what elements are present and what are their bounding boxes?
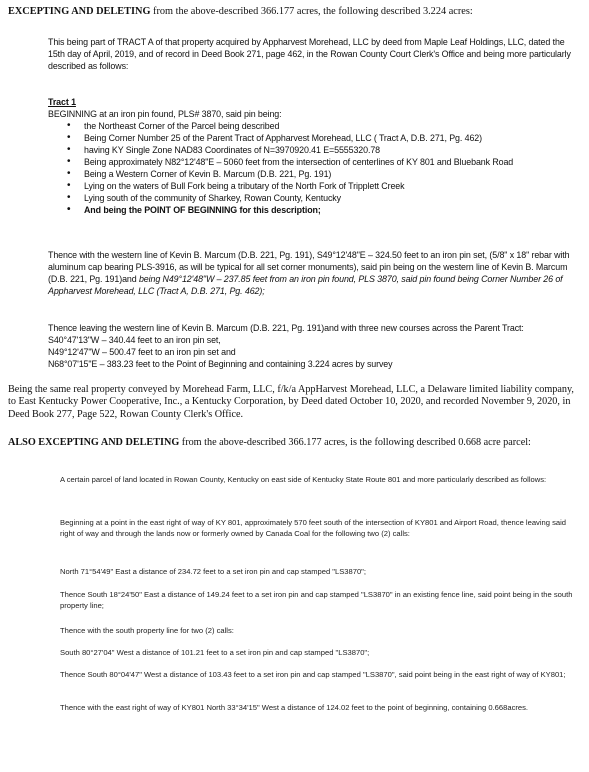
parcel-call-5: Thence with the east right of way of KY801 North 33°34'15" West a distance of 124.02 feet to the point of beginning, containing 0.668acres. (60, 703, 529, 712)
intro-paragraph: This being part of TRACT A of that property acquired by Appharvest Morehead, LLC by deed from Maple Leaf Holdings, LLC, dated the 15th day of April, 2019, and of record in Deed Book 271, page 462, in the Rowan County Court Clerk's Office and being more particularly described as follows: (48, 37, 571, 71)
list-item: • the Northeast Corner of the Parcel being described (84, 120, 576, 132)
also-excepting-heading (8, 437, 583, 449)
list-item: • Being approximately N82°12'48"E – 5060 feet from the intersection of centerlines of KY 801 and Bluebank Road (84, 156, 576, 168)
conveyance-paragraph: Being the same real property conveyed by Morehead Farm, LLC, f/k/a AppHarvest Morehead, LLC, a Delaware limited liability company, to East Kentucky Power Cooperative, Inc., a Kentucky Corporation, by Deed dated October 10, 2020, and recorded November 9, 2020, in Deed Book 277, Page 522, Rowan County Clerk's Office. (8, 384, 574, 420)
excepting-heading (8, 5, 586, 18)
tract-1-block (48, 96, 576, 216)
list-item: • Lying on the waters of Bull Fork being a tributary of the North Fork of Tripplett Creek (84, 180, 576, 192)
tract-bullet-list (48, 120, 576, 216)
list-item: • having KY Single Zone NAD83 Coordinates of N=3970920.41 E=5555320.78 (84, 144, 576, 156)
also-excepting-heading-lead: ALSO EXCEPTING AND DELETING (8, 437, 180, 448)
list-item: • And being the POINT OF BEGINNING for this description; (84, 204, 576, 216)
parcel-intro: A certain parcel of land located in Rowan County, Kentucky on east side of Kentucky State Route 801 and more particularly described as follows: (60, 475, 547, 484)
course-line: N49°12'47"W – 500.47 feet to an iron pin set and (48, 347, 236, 357)
thence-western-line-paragraph (48, 249, 576, 297)
excepting-heading-lead: EXCEPTING AND DELETING (8, 6, 151, 17)
list-item: • Being Corner Number 25 of the Parent Tract of Appharvest Morehead, LLC ( Tract A, D.B. 271, Pg. 462) (84, 132, 576, 144)
thence-italic-text: being N49°12'48"W – 237.85 feet from an iron pin found, PLS 3870, said pin found being Corner Number 26 of Appharvest Morehead, LLC (Tract A, D.B. 271, Pg. 462); (48, 274, 563, 296)
also-excepting-heading-rest: from the above-described 366.177 acres, is the following described 0.668 acre parcel: (179, 437, 531, 448)
parcel-call-2: Thence South 18°24'50" East a distance of 149.24 feet to a set iron pin and cap stamped "LS3870" in an existing fence line, said point being in the south property line; (60, 590, 573, 610)
list-item: • Lying south of the community of Sharkey, Rowan County, Kentucky (84, 192, 576, 204)
list-item: • Being a Western Corner of Kevin B. Marcum (D.B. 221, Pg. 191) (84, 168, 576, 180)
thence-new-courses-intro: Thence leaving the western line of Kevin B. Marcum (D.B. 221, Pg. 191)and with three new courses across the Parent Tract: (48, 323, 524, 333)
course-line: S40°47'13"W – 340.44 feet to an iron pin set, (48, 335, 221, 345)
parcel-call-3: South 80°27'04" West a distance of 101.21 feet to a set iron pin and cap stamped "LS3870"; (60, 648, 370, 657)
parcel-call-4: Thence South 80°04'47" West a distance of 103.43 feet to a set iron pin and cap stamped "LS3870", said point being in the east right of way of KY801; (60, 670, 566, 679)
course-line: N68°07'15"E – 383.23 feet to the Point of Beginning and containing 3.224 acres by survey (48, 359, 393, 369)
parcel-beginning: Beginning at a point in the east right of way of KY 801, approximately 570 feet south of the intersection of KY801 and Airport Road, thence leaving said right of way and through the lands now or formerly owned by Canada Coal for the following two (2) calls: (60, 518, 567, 538)
tract-beginning: BEGINNING at an iron pin found, PLS# 3870, said pin being: (48, 109, 282, 119)
thence-plain-text: Thence with the western line of Kevin B. Marcum (D.B. 221, Pg. 191), S49°12'48"E – 324.50 feet to an iron pin set, (5/8" x 18" rebar with aluminum cap bearing PLS-3916, as will be typical for all set corner monuments), said pin being on the western line of Kevin B. Marcum (D.B. 221, Pg. 191)and (48, 250, 570, 284)
thence-new-courses-block (48, 322, 576, 370)
tract-title: Tract 1 (48, 97, 76, 107)
parcel-call-3-intro: Thence with the south property line for two (2) calls: (60, 626, 234, 635)
excepting-heading-rest: from the above-described 366.177 acres, the following described 3.224 acres: (150, 6, 473, 17)
parcel-call-1: North 71°54'49" East a distance of 234.72 feet to a set iron pin and cap stamped "LS3870"; (60, 567, 366, 576)
